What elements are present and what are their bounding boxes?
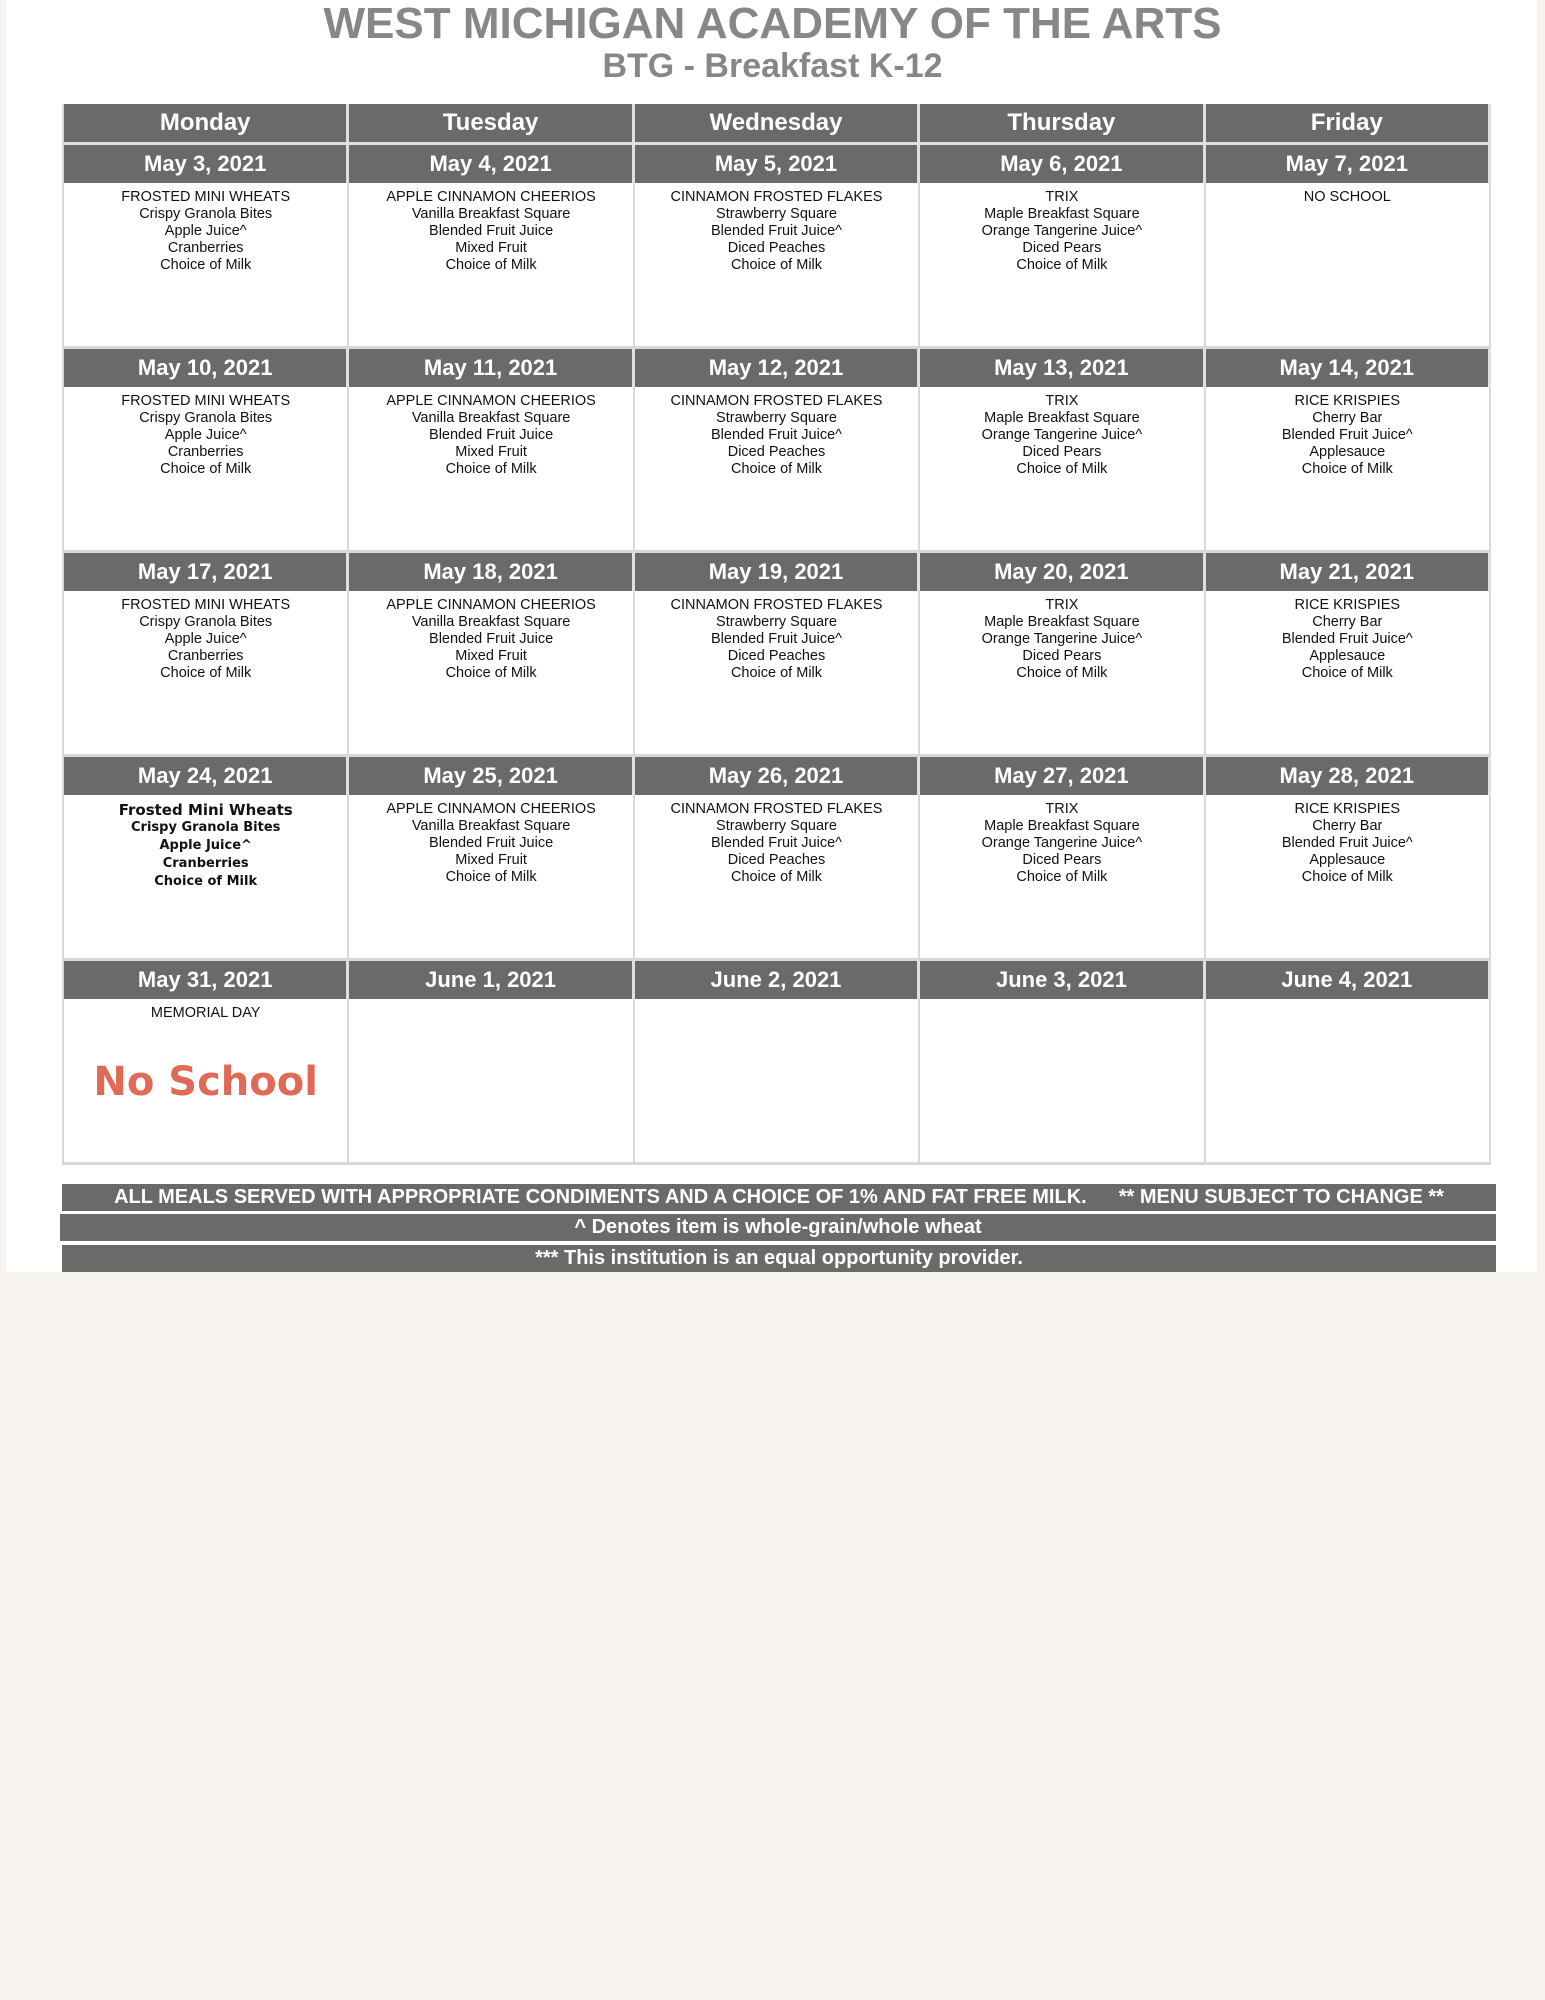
menu-item: RICE KRISPIES [1294,393,1401,409]
date-header: May 28, 2021 [1206,757,1491,795]
day-header-wednesday: Wednesday [635,104,920,145]
date-header: May 6, 2021 [920,145,1205,183]
menu-item: CINNAMON FROSTED FLAKES [670,393,883,409]
menu-item: Apple Juice^ [164,631,247,647]
menu-item: Crispy Granola Bites [139,206,273,222]
date-header: May 10, 2021 [64,349,349,387]
menu-cell [635,999,920,1165]
menu-item: Cranberries [167,648,244,664]
day-header-thursday: Thursday [920,104,1205,145]
day-header-monday: Monday [64,104,349,145]
menu-item: Cranberries [162,856,249,871]
menu-item: Choice of Milk [1016,665,1108,681]
footer-condiments-note [62,1184,1496,1211]
menu-item: Choice of Milk [1016,257,1108,273]
menu-item: NO SCHOOL [1303,189,1391,205]
date-header: May 26, 2021 [635,757,920,795]
menu-item: FROSTED MINI WHEATS [121,597,291,613]
date-header: May 24, 2021 [64,757,349,795]
date-header: May 31, 2021 [64,961,349,999]
menu-cell [64,795,349,961]
menu-item: Strawberry Square [716,614,837,630]
menu-item: Cherry Bar [1312,410,1383,426]
date-header: May 20, 2021 [920,553,1205,591]
menu-item: Apple Juice^ [159,838,252,853]
menu-cell [64,591,349,757]
menu-item: FROSTED MINI WHEATS [121,189,291,205]
date-header: June 3, 2021 [920,961,1205,999]
menu-item: Choice of Milk [730,665,823,681]
menu-item: Orange Tangerine Juice^ [981,631,1143,647]
menu-item: Choice of Milk [445,665,537,681]
menu-item: Diced Pears [1022,444,1102,460]
menu-item: Mixed Fruit [455,444,527,460]
date-header: May 12, 2021 [635,349,920,387]
menu-item: Maple Breakfast Square [984,206,1140,222]
menu-item: Blended Fruit Juice [429,631,554,647]
date-header: May 18, 2021 [349,553,634,591]
date-header: May 4, 2021 [349,145,634,183]
menu-item: Orange Tangerine Juice^ [981,835,1143,851]
menu-item: Choice of Milk [445,461,537,477]
date-header: May 17, 2021 [64,553,349,591]
menu-cell [635,387,920,553]
menu-item: Vanilla Breakfast Square [411,206,571,222]
menu-cell [1206,183,1491,349]
date-header: June 2, 2021 [635,961,920,999]
menu-item: APPLE CINNAMON CHEERIOS [386,801,596,817]
date-header: May 25, 2021 [349,757,634,795]
page-subtitle: BTG - Breakfast K-12 [602,47,943,85]
date-header: May 5, 2021 [635,145,920,183]
menu-item: RICE KRISPIES [1294,597,1401,613]
menu-cell [920,591,1205,757]
menu-calendar [62,104,1491,1165]
menu-item: Blended Fruit Juice^ [711,223,842,239]
menu-item: CINNAMON FROSTED FLAKES [670,189,883,205]
menu-item: Mixed Fruit [455,648,527,664]
menu-item: Choice of Milk [445,257,537,273]
menu-item: Choice of Milk [730,869,823,885]
menu-item: Mixed Fruit [455,240,527,256]
menu-item: Applesauce [1309,444,1386,460]
menu-item: Blended Fruit Juice^ [711,835,842,851]
date-header: May 14, 2021 [1206,349,1491,387]
menu-item: APPLE CINNAMON CHEERIOS [386,393,596,409]
menu-item: Blended Fruit Juice^ [1281,835,1413,851]
menu-item: Choice of Milk [160,665,252,681]
menu-item: TRIX [1045,801,1079,817]
menu-item: MEMORIAL DAY [150,1005,261,1021]
menu-item: Apple Juice^ [164,427,247,443]
date-header: May 3, 2021 [64,145,349,183]
day-header-tuesday: Tuesday [349,104,634,145]
menu-item: Strawberry Square [716,818,837,834]
menu-item: Diced Peaches [727,852,826,868]
menu-cell [349,795,634,961]
menu-item: Cherry Bar [1312,614,1383,630]
menu-cell [64,183,349,349]
date-header: May 13, 2021 [920,349,1205,387]
menu-item: Strawberry Square [716,410,837,426]
menu-cell [635,591,920,757]
menu-cell [635,183,920,349]
menu-item: Choice of Milk [160,257,252,273]
menu-item: Diced Peaches [727,444,826,460]
menu-item: Choice of Milk [1301,869,1393,885]
date-header: May 7, 2021 [1206,145,1491,183]
menu-item: Cranberries [167,240,244,256]
menu-item: Orange Tangerine Juice^ [981,427,1143,443]
menu-item: Frosted Mini Wheats [118,801,293,819]
date-header: May 27, 2021 [920,757,1205,795]
menu-item: Choice of Milk [1016,461,1108,477]
menu-cell [1206,387,1491,553]
menu-item: Maple Breakfast Square [984,614,1140,630]
menu-cell [1206,591,1491,757]
menu-item: APPLE CINNAMON CHEERIOS [386,597,596,613]
menu-item: Crispy Granola Bites [131,820,281,835]
menu-item: Vanilla Breakfast Square [411,410,571,426]
page-title: WEST MICHIGAN ACADEMY OF THE ARTS [323,0,1222,48]
menu-item: Mixed Fruit [455,852,527,868]
menu-cell [1206,795,1491,961]
menu-item: RICE KRISPIES [1294,801,1401,817]
menu-item: Cherry Bar [1312,818,1383,834]
menu-item: Blended Fruit Juice^ [1281,631,1413,647]
menu-cell [920,795,1205,961]
menu-cell [349,999,634,1165]
menu-cell [635,795,920,961]
menu-item: Choice of Milk [154,874,258,889]
menu-item: Blended Fruit Juice^ [1281,427,1413,443]
menu-item: Blended Fruit Juice [429,223,554,239]
menu-item: Strawberry Square [716,206,837,222]
menu-cell [920,999,1205,1165]
menu-item: CINNAMON FROSTED FLAKES [670,801,883,817]
footer-whole-grain-note: ^ Denotes item is whole-grain/whole wheat [60,1214,1496,1241]
menu-item: Diced Pears [1022,852,1102,868]
menu-item: Choice of Milk [730,257,823,273]
footer-menu-change-text: ** MENU SUBJECT TO CHANGE ** [1118,1186,1444,1208]
menu-cell [349,591,634,757]
menu-item: Diced Pears [1022,648,1102,664]
menu-cell [920,387,1205,553]
menu-cell [349,387,634,553]
menu-item: Choice of Milk [445,869,537,885]
menu-item: Crispy Granola Bites [139,614,273,630]
menu-item: Vanilla Breakfast Square [411,614,571,630]
menu-item: Choice of Milk [160,461,252,477]
menu-item: Blended Fruit Juice^ [711,631,842,647]
menu-item: Apple Juice^ [164,223,247,239]
menu-item: Diced Peaches [727,240,826,256]
menu-cell [64,999,349,1165]
menu-item: Vanilla Breakfast Square [411,818,571,834]
menu-item: TRIX [1045,597,1079,613]
footer-condiments-text: ALL MEALS SERVED WITH APPROPRIATE CONDIMENTS AND A CHOICE OF 1% AND FAT FREE MILK. [114,1186,1087,1208]
menu-item: Crispy Granola Bites [139,410,273,426]
menu-item: Blended Fruit Juice [429,835,554,851]
menu-item: Orange Tangerine Juice^ [981,223,1143,239]
menu-item: FROSTED MINI WHEATS [121,393,291,409]
menu-item: CINNAMON FROSTED FLAKES [670,597,883,613]
menu-item: Applesauce [1309,852,1386,868]
no-school-banner: No School [93,1059,318,1105]
menu-item: Blended Fruit Juice^ [711,427,842,443]
date-header: June 4, 2021 [1206,961,1491,999]
date-header: May 11, 2021 [349,349,634,387]
menu-item: Choice of Milk [730,461,823,477]
date-header: May 21, 2021 [1206,553,1491,591]
menu-item: Maple Breakfast Square [984,410,1140,426]
menu-item: Applesauce [1309,648,1386,664]
menu-item: Blended Fruit Juice [429,427,554,443]
menu-item: Choice of Milk [1301,665,1393,681]
menu-item: Choice of Milk [1301,461,1393,477]
menu-item: Cranberries [167,444,244,460]
day-header-friday: Friday [1206,104,1491,145]
menu-item: Diced Peaches [727,648,826,664]
menu-item: Choice of Milk [1016,869,1108,885]
menu-item: Maple Breakfast Square [984,818,1140,834]
menu-cell [64,387,349,553]
date-header: May 19, 2021 [635,553,920,591]
menu-cell [1206,999,1491,1165]
menu-item: TRIX [1045,189,1079,205]
date-header: June 1, 2021 [349,961,634,999]
menu-item: Diced Pears [1022,240,1102,256]
menu-cell [349,183,634,349]
menu-cell [920,183,1205,349]
menu-item: APPLE CINNAMON CHEERIOS [386,189,596,205]
menu-item: TRIX [1045,393,1079,409]
footer-equal-opportunity-note: *** This institution is an equal opportunity provider. [62,1245,1496,1272]
